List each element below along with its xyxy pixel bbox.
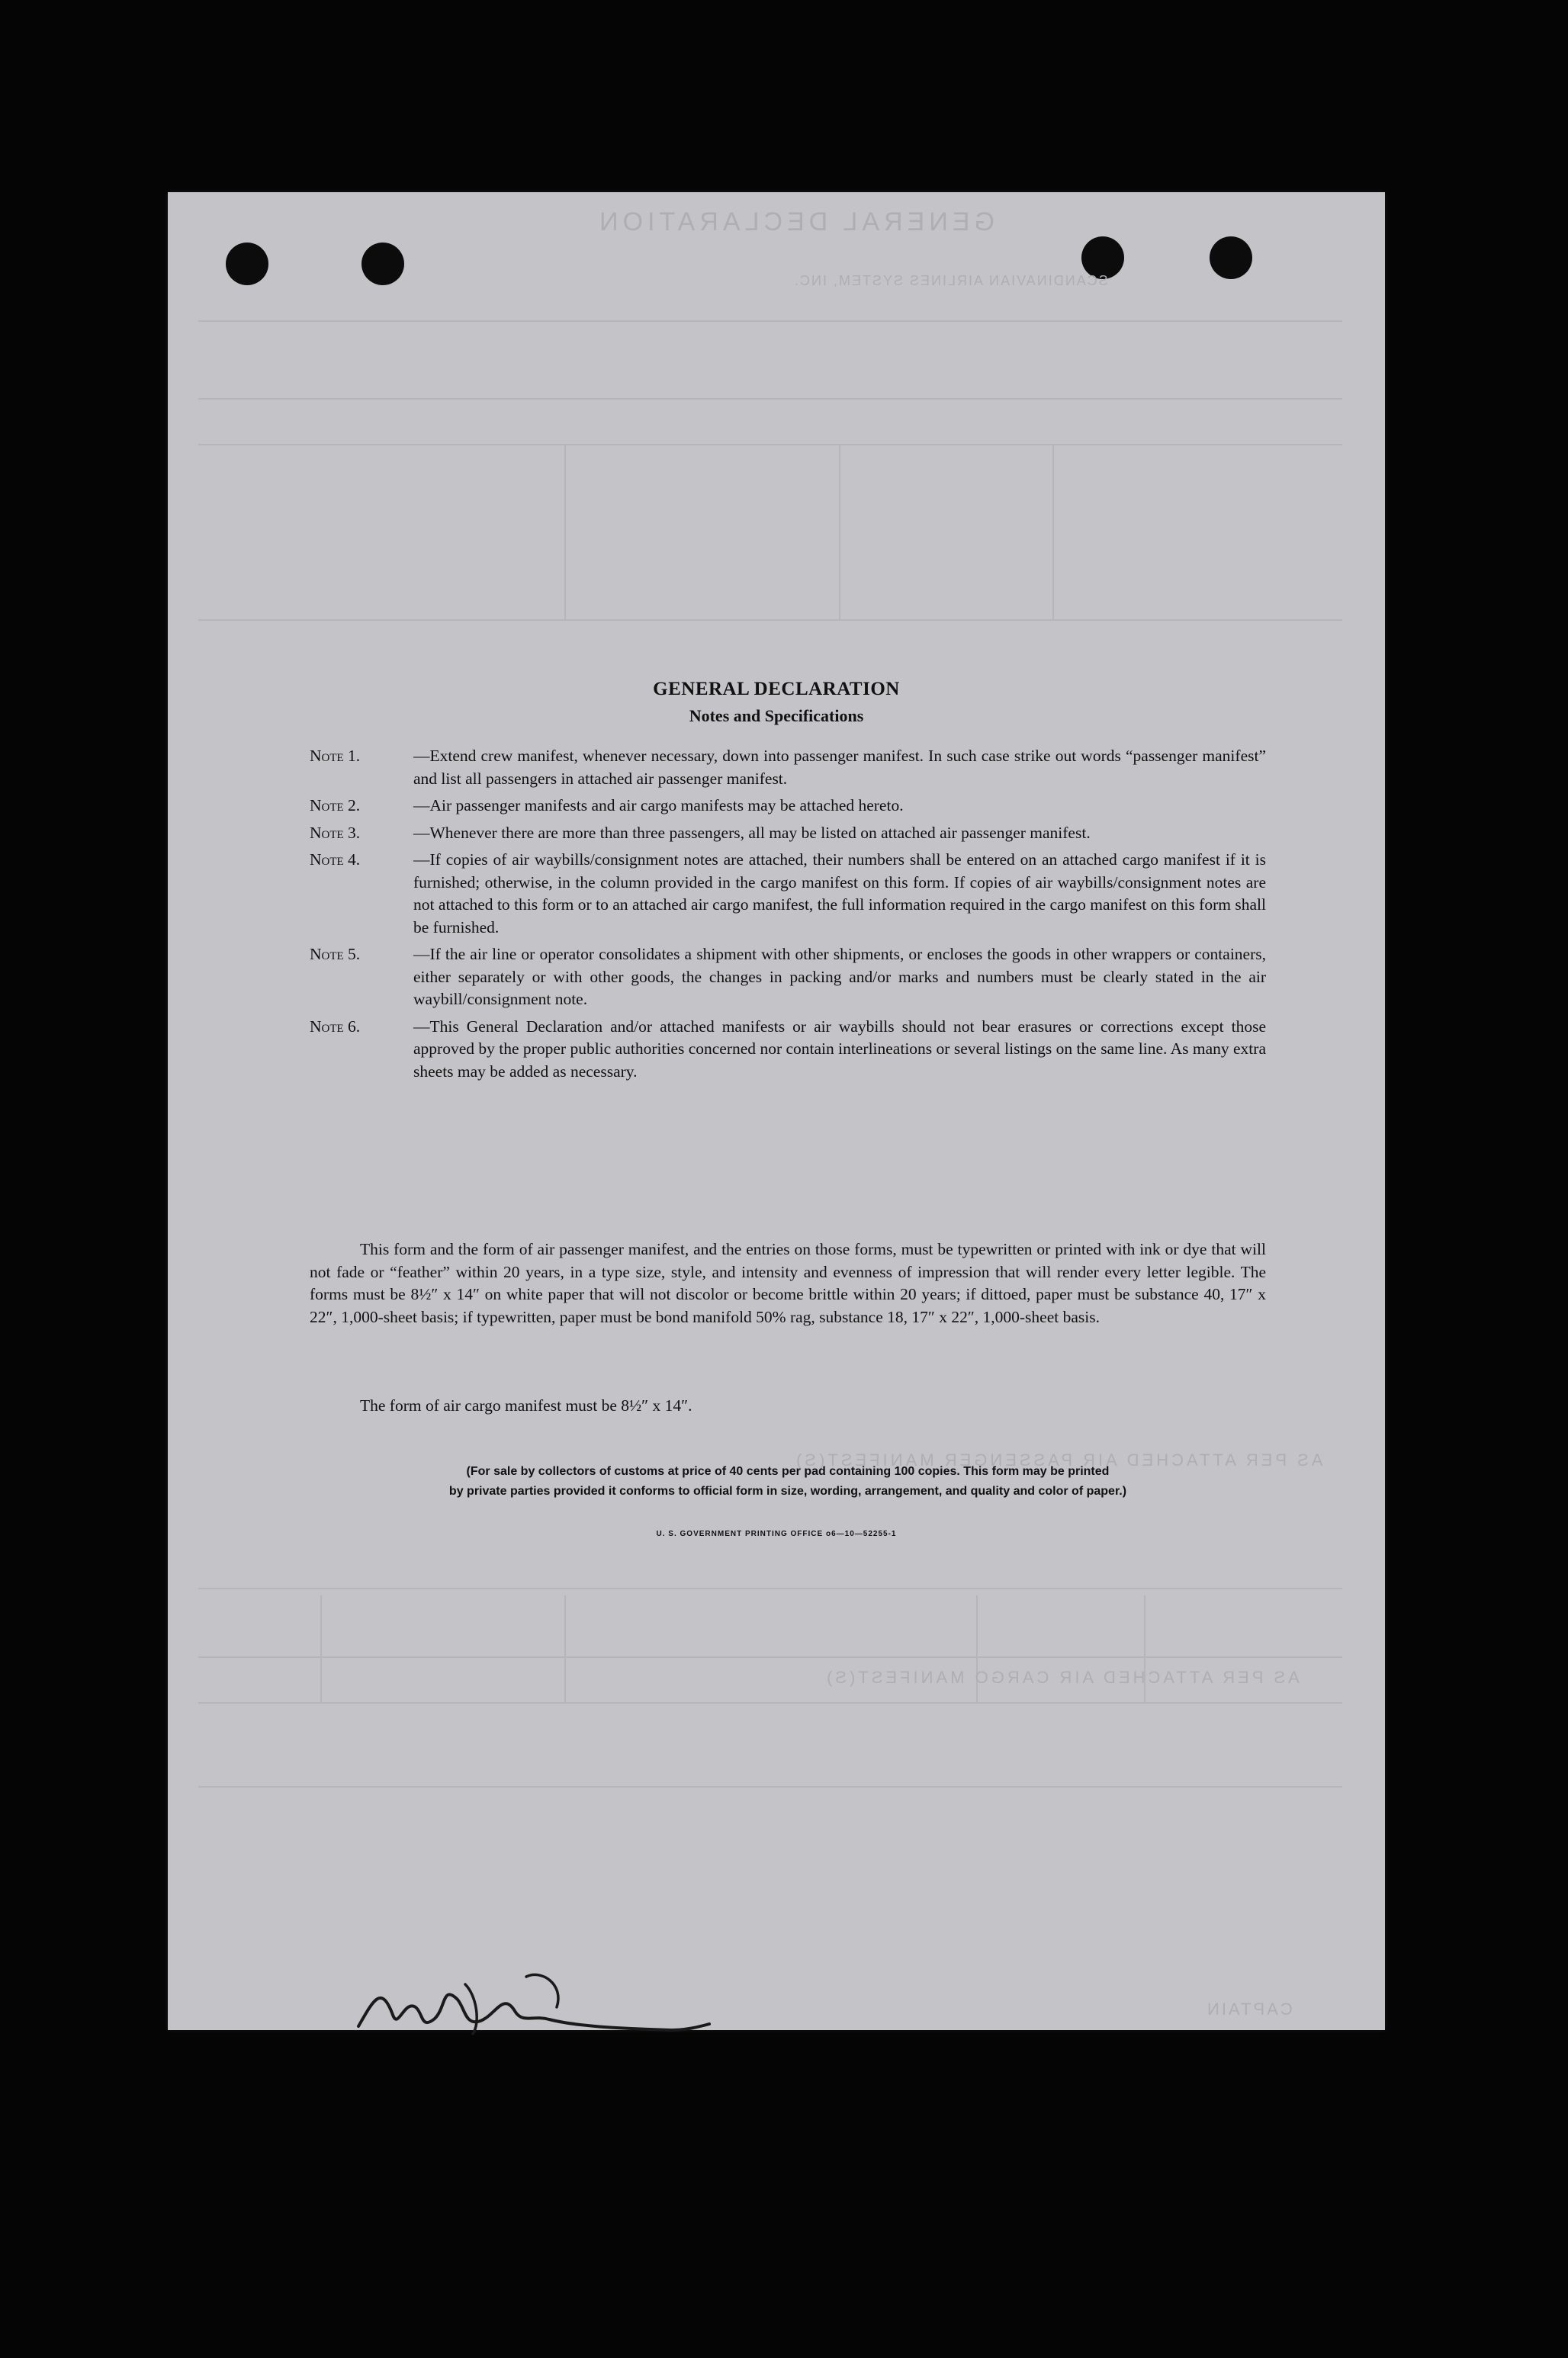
sale-notice bbox=[310, 1462, 1266, 1502]
note-label: Note 5. bbox=[310, 945, 361, 963]
note-text: —Air passenger manifests and air cargo manifests may be attached hereto. bbox=[413, 796, 904, 814]
note-label: Note 4. bbox=[310, 850, 361, 869]
handwritten-signature bbox=[351, 1954, 717, 2045]
note-text: —If the air line or operator consolidates a shipment with other shipments, or encloses the goods in other wrappers or containers, either separately or with other goods, the changes in packing and/or marks and numbers must be clearly stated in the air waybill/consignment note. bbox=[413, 945, 1266, 1008]
note-4 bbox=[310, 849, 1266, 939]
note-label: Note 3. bbox=[310, 823, 361, 842]
sale-notice-line-2: by private parties provided it conforms to official form in size, wording, arrangement, and quality and color of paper.) bbox=[448, 1485, 1127, 1498]
printer-imprint: U. S. GOVERNMENT PRINTING OFFICE o6—10—52255-1 bbox=[656, 1530, 897, 1538]
bleed-through-airline: SCANDINAVIAN AIRLINES SYSTEM, INC. bbox=[793, 273, 1108, 288]
note-3 bbox=[310, 822, 1266, 845]
note-6 bbox=[310, 1016, 1266, 1084]
document-subtitle: Notes and Specifications bbox=[689, 706, 864, 725]
sale-notice-line-1: (For sale by collectors of customs at price of 40 cents per pad containing 100 copies. This form may be printed bbox=[466, 1465, 1110, 1478]
bleed-through-heading: GENERAL DECLARATION bbox=[595, 207, 994, 236]
bleed-through-captain: CAPTAIN bbox=[1205, 2000, 1293, 2019]
bleed-through-passenger-header: AS PER ATTACHED AIR PASSENGER MANIFEST(S) bbox=[793, 1450, 1323, 1470]
note-text: —Whenever there are more than three passengers, all may be listed on attached air passenger manifest. bbox=[413, 823, 1091, 842]
note-text: —If copies of air waybills/consignment notes are attached, their numbers shall be entered on an attached cargo manifest if it is furnished; otherwise, in the column provided in the cargo manifest on this form. If copies of air waybills/consignment notes are not attached to this form or to an attached air cargo manifest, the full information required in the cargo manifest on this form shall be furnished. bbox=[413, 850, 1266, 936]
cargo-size-line: The form of air cargo manifest must be 8½″ x 14″. bbox=[360, 1396, 692, 1415]
note-2 bbox=[310, 795, 1266, 818]
note-text: —Extend crew manifest, whenever necessary, down into passenger manifest. In such case strike out words “passenger manifest” and list all passengers in attached air passenger manifest. bbox=[413, 747, 1266, 788]
notes-list bbox=[310, 745, 1266, 1087]
note-label: Note 6. bbox=[310, 1017, 361, 1036]
bleed-through-cargo-header: AS PER ATTACHED AIR CARGO MANIFEST(S) bbox=[824, 1668, 1300, 1687]
specification-paragraph: This form and the form of air passenger manifest, and the entries on those forms, must be typewritten or printed with ink or dye that will not fade or “feather” within 20 years, in a type size, style, and intensity and evenness of impression that will render every letter legible. The forms must be 8½″ x 14″ on white paper that will not discolor or become brittle within 20 years; if dittoed, paper must be substance 40, 17″ x 22″, 1,000-sheet basis; if typewritten, paper must be bond manifold 50% rag, substance 18, 17″ x 22″, 1,000-sheet basis. bbox=[310, 1240, 1266, 1326]
note-5 bbox=[310, 943, 1266, 1011]
note-1 bbox=[310, 745, 1266, 790]
document-page bbox=[168, 192, 1385, 2030]
document-title: GENERAL DECLARATION bbox=[653, 679, 900, 699]
note-text: —This General Declaration and/or attached manifests or air waybills should not bear erasures or corrections except those approved by the proper public authorities concerned nor contain interlineations or several listings on the same line. As many extra sheets may be added as necessary. bbox=[413, 1017, 1266, 1081]
note-label: Note 1. bbox=[310, 747, 361, 765]
document-content bbox=[168, 192, 1385, 2030]
note-label: Note 2. bbox=[310, 796, 361, 814]
